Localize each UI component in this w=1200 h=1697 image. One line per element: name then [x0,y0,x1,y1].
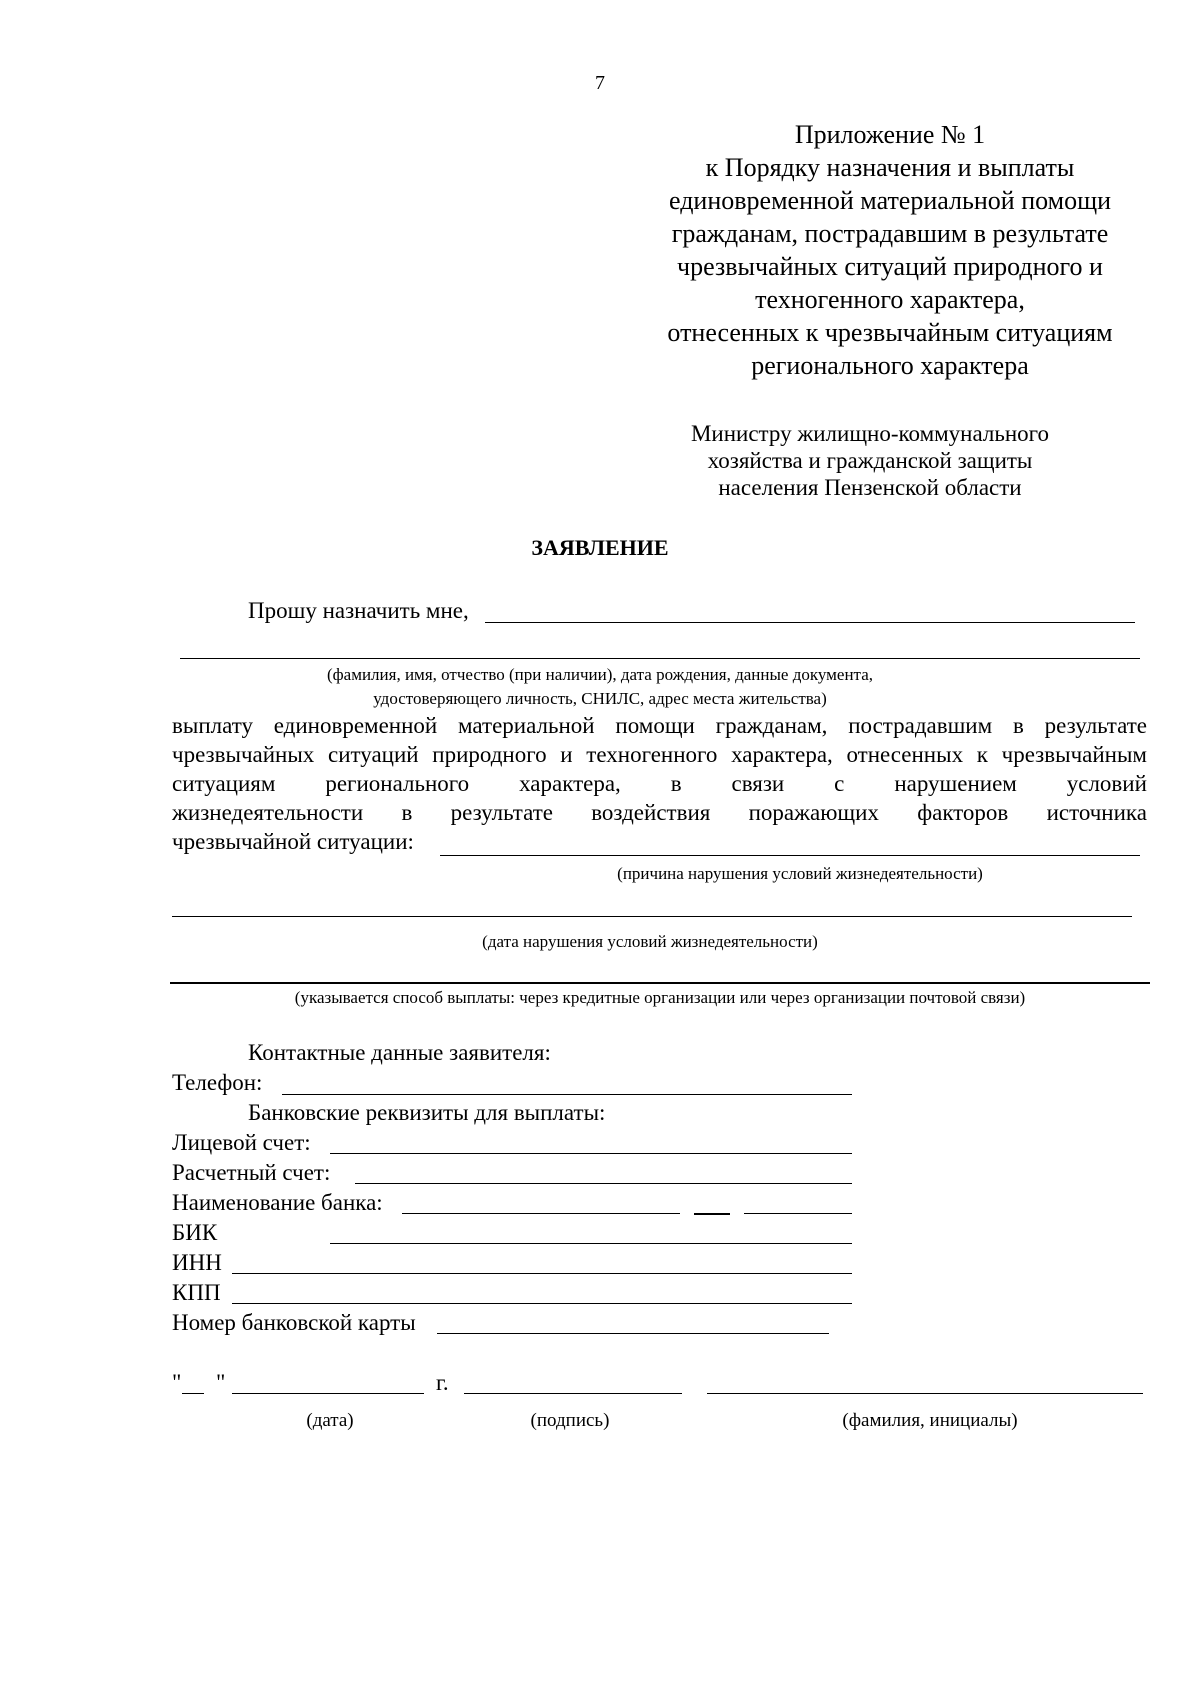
year-suffix: г. [436,1370,449,1395]
settlement-account-label: Расчетный счет: [172,1160,331,1185]
body-line-1: выплату единовременной материальной помощи гражданам, пострадавшим в результате [172,713,1147,738]
word: источника [1046,800,1147,825]
word: ситуациям [172,771,276,796]
word: поражающих [748,800,879,825]
inn-field[interactable] [232,1273,852,1274]
full-name-field[interactable] [707,1393,1143,1394]
appendix-header [630,118,1150,382]
appendix-line: единовременной материальной помощи [669,186,1111,215]
addressee-block [640,420,1100,501]
word: нарушением [894,771,1017,796]
bank-name-field-3[interactable] [744,1213,852,1214]
bik-field[interactable] [330,1243,852,1244]
appendix-line: отнесенных к чрезвычайным ситуациям [667,318,1113,347]
signature-field[interactable] [464,1393,682,1394]
reason-caption: (причина нарушения условий жизнедеятельности) [617,864,983,883]
date-quote-open: " [172,1370,182,1395]
word: жизнедеятельности [172,800,364,825]
word: в [670,771,682,796]
phone-label: Телефон: [172,1070,263,1095]
phone-field[interactable] [282,1094,852,1095]
bank-heading: Банковские реквизиты для выплаты: [248,1100,606,1125]
word: характера, [519,771,621,796]
kpp-field[interactable] [232,1303,852,1304]
card-label: Номер банковской карты [172,1310,416,1335]
settlement-account-field[interactable] [355,1183,852,1184]
body-line-2: чрезвычайных ситуаций природного и техногенного характера, отнесенных к чрезвычайным [172,742,1147,767]
body-line-4 [172,800,1147,826]
appendix-line: гражданам, пострадавшим в результате [671,219,1109,248]
request-intro: Прошу назначить мне, [248,598,469,623]
word: связи [731,771,785,796]
addressee-line: хозяйства и гражданской защиты [707,448,1033,473]
personal-account-label: Лицевой счет: [172,1130,311,1155]
date-of-violation-field[interactable] [172,916,1132,917]
personal-account-field[interactable] [330,1153,852,1154]
appendix-line: чрезвычайных ситуаций природного и [677,252,1103,281]
bik-label: БИК [172,1220,218,1245]
appendix-line: техногенного характера, [755,285,1025,314]
word: с [834,771,845,796]
document-title: ЗАЯВЛЕНИЕ [531,535,669,560]
word: факторов [917,800,1009,825]
payment-method-field[interactable] [170,982,1150,984]
applicant-field[interactable] [485,622,1135,623]
payment-caption: (указывается способ выплаты: через кредитные организации или через организации почтовой связи) [294,988,1026,1007]
word: условий [1066,771,1147,796]
full-name-caption: (фамилия, инициалы) [842,1410,1018,1431]
addressee-line: Министру жилищно-коммунального [690,421,1050,446]
applicant-field-line-2[interactable] [180,658,1140,659]
contacts-heading: Контактные данные заявителя: [248,1040,551,1065]
applicant-caption-2: удостоверяющего личность, СНИЛС, адрес места жительства) [373,689,827,708]
reason-field[interactable] [440,855,1140,856]
appendix-line: Приложение № 1 [794,120,986,149]
date-caption-bottom: (дата) [306,1410,354,1431]
appendix-line: к Порядку назначения и выплаты [705,153,1075,182]
addressee-line: населения Пензенской области [718,475,1022,500]
signature-caption: (подпись) [530,1410,610,1431]
kpp-label: КПП [172,1280,221,1305]
date-caption: (дата нарушения условий жизнедеятельности) [482,932,818,951]
appendix-line: регионального характера [751,351,1029,380]
word: регионального [325,771,470,796]
inn-label: ИНН [172,1250,222,1275]
card-number-field[interactable] [437,1333,829,1334]
bank-name-field-2[interactable] [694,1213,730,1215]
month-field[interactable] [232,1393,424,1394]
bank-name-label: Наименование банка: [172,1190,383,1215]
bank-name-field-1[interactable] [402,1213,680,1214]
date-quote-close: " [216,1370,226,1395]
word: результате [450,800,553,825]
applicant-caption-1: (фамилия, имя, отчество (при наличии), дата рождения, данные документа, [326,665,873,684]
page-number: 7 [595,72,605,94]
word: в [401,800,413,825]
body-line-5: чрезвычайной ситуации: [172,829,414,854]
day-field[interactable] [182,1393,204,1394]
body-line-3 [172,771,1147,797]
word: воздействия [591,800,711,825]
